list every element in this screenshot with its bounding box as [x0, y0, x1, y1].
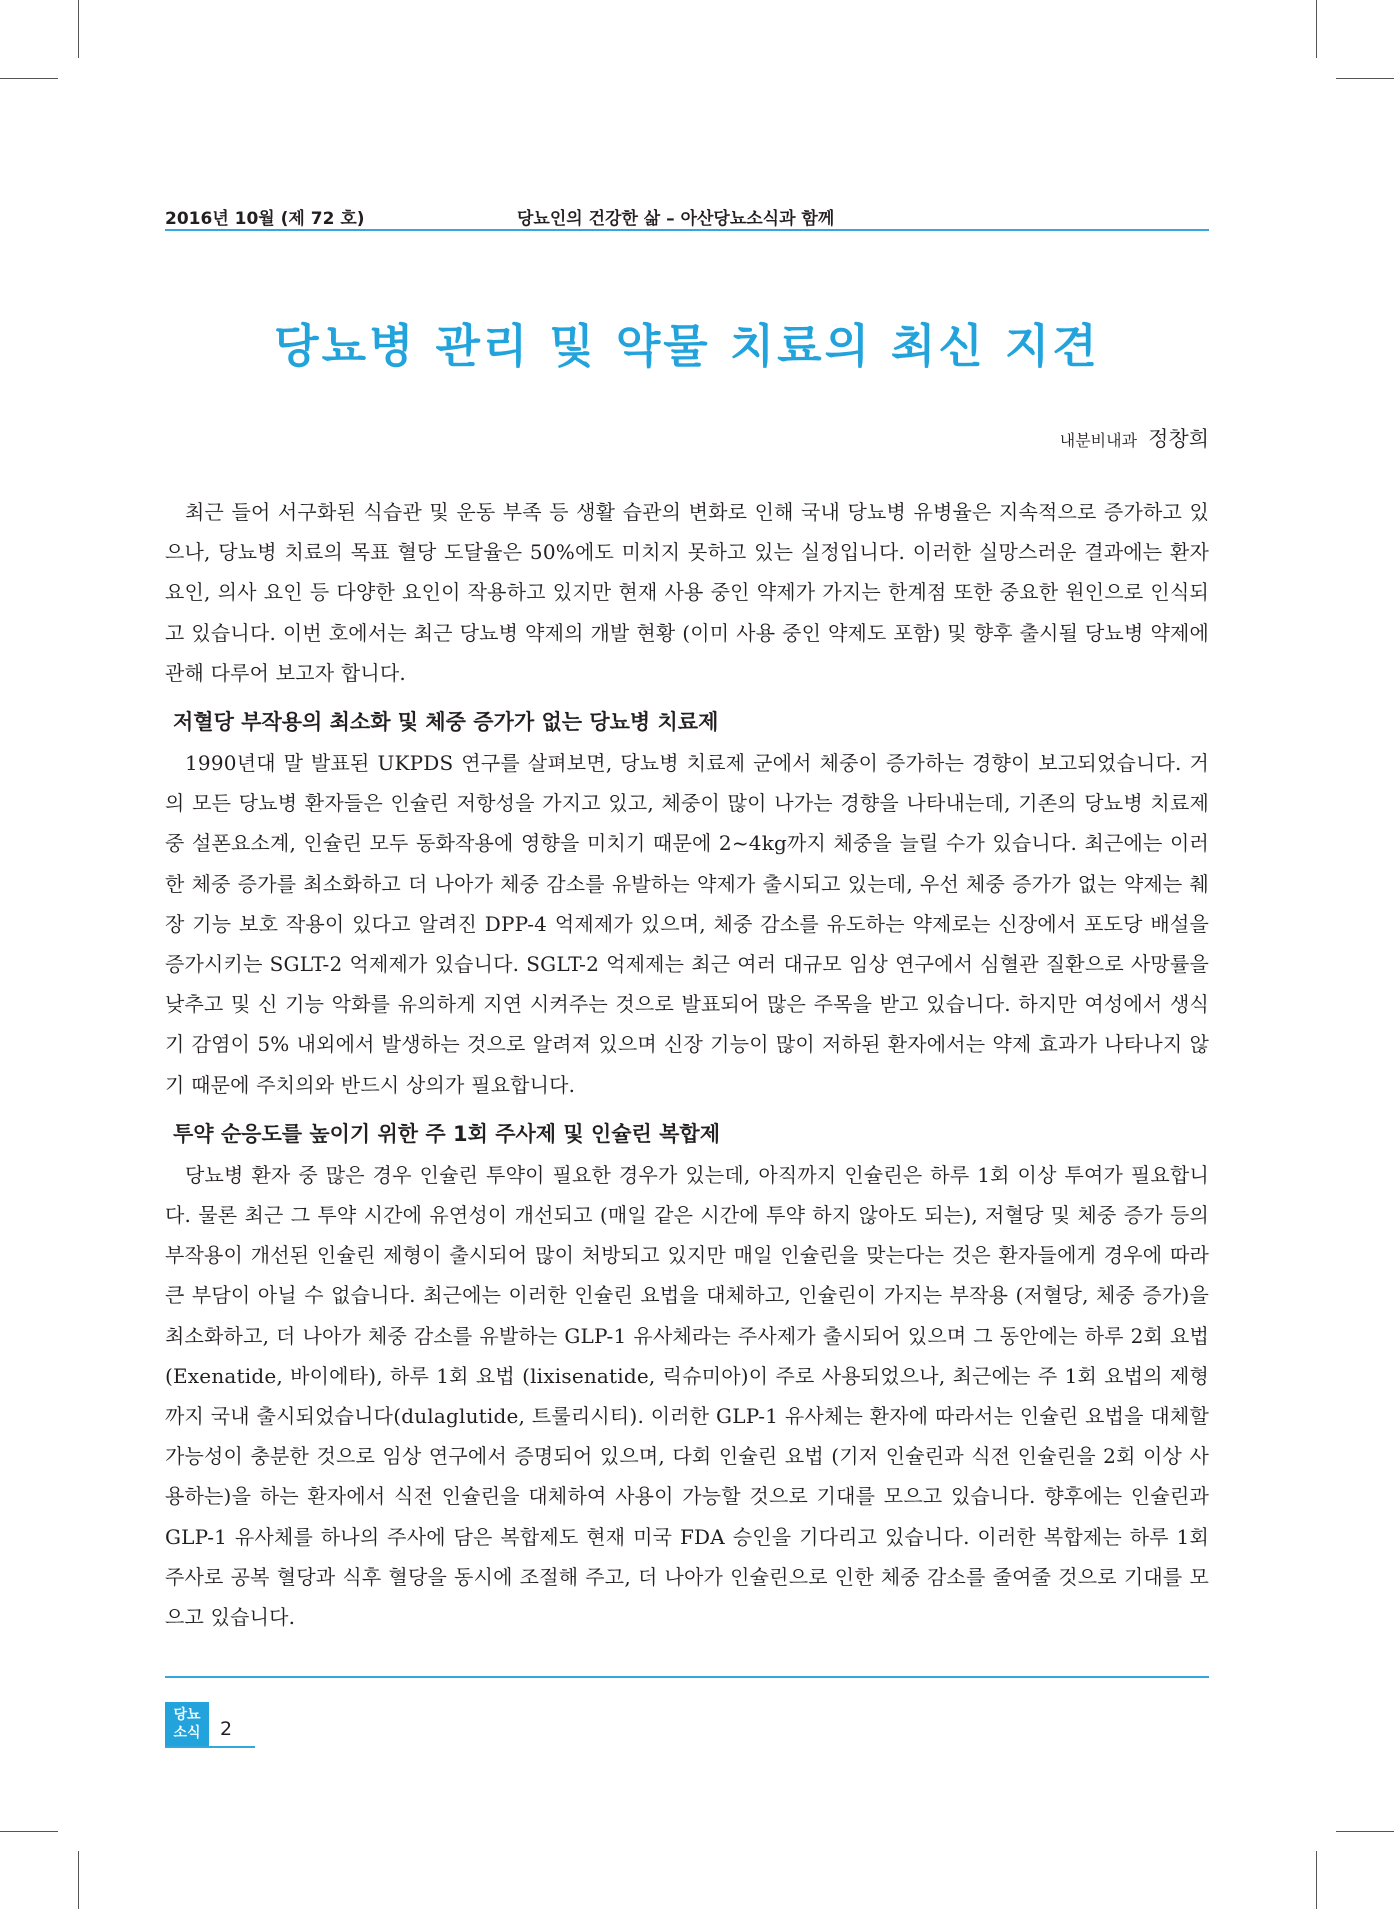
crop-mark [0, 78, 58, 79]
badge-line: 당뇨 [173, 1707, 201, 1723]
issue-label: 2016년 10월 (제 72 호) [165, 209, 365, 229]
page-number-rule [165, 1746, 255, 1748]
crop-mark [1316, 1851, 1317, 1909]
series-title: 당뇨인의 건강한 삶 – 아산당뇨소식과 함께 [517, 209, 835, 229]
section-heading: 투약 순응도를 높이기 위한 주 1회 주사제 및 인슐린 복합제 [173, 1121, 720, 1146]
crop-mark [1316, 0, 1317, 58]
article-title: 당뇨병 관리 및 약물 치료의 최신 지견 [274, 319, 1100, 373]
running-header [165, 204, 1209, 230]
intro-paragraph: 최근 들어 서구화된 식습관 및 운동 부족 등 생활 습관의 변화로 인해 국내 당뇨병 유병율은 지속적으로 증가하고 있으나, 당뇨병 치료의 목표 혈당 도달율은 50%에도 미치지 못하고 있는 실정입니다. 이러한 실망스러운 결과에는 환자 요인, 의사 요인 등 다양한 요인이 작용하고 있지만 현재 사용 중인 약제가 가지는 한계점 또한 중요한 원인으로 인식되고 있습니다. 이번 호에서는 최근 당뇨병 약제의 개발 현황 (이미 사용 중인 약제도 포함) 및 향후 출시될 당뇨병 약제에 관해 다루어 보고자 합니다. [165, 500, 1209, 685]
crop-mark [78, 0, 79, 58]
page-number: 2 [220, 1718, 233, 1740]
section-paragraph: 1990년대 말 발표된 UKPDS 연구를 살펴보면, 당뇨병 치료제 군에서 체중이 증가하는 경향이 보고되었습니다. 거의 모든 당뇨병 환자들은 인슐린 저항성을 가지고 있고, 체중이 많이 나가는 경향을 나타내는데, 기존의 당뇨병 치료제 중 설폰요소계, 인슐린 모두 동화작용에 영향을 미치기 때문에 2~4kg까지 체중을 늘릴 수가 있습니다. 최근에는 이러한 체중 증가를 최소화하고 더 나아가 체중 감소를 유발하는 약제가 출시되고 있는데, 우선 체중 증가가 없는 약제는 췌장 기능 보호 작용이 있다고 알려진 DPP-4 억제제가 있으며, 체중 감소를 유도하는 약제로는 신장에서 포도당 배설을 증가시키는 SGLT-2 억제제가 있습니다. SGLT-2 억제제는 최근 여러 대규모 임상 연구에서 심혈관 질환으로 사망률을 낮추고 및 신 기능 악화를 유의하게 지연 시켜주는 것으로 발표되어 많은 주목을 받고 있습니다. 하지만 여성에서 생식기 감염이 5% 내외에서 발생하는 것으로 알려져 있으며 신장 기능이 많이 저하된 환자에서는 약제 효과가 나타나지 않기 때문에 주치의와 반드시 상의가 필요합니다. [165, 751, 1209, 1097]
badge-line: 소식 [173, 1725, 201, 1741]
article-body [165, 492, 1209, 1637]
crop-mark [1336, 1831, 1394, 1832]
newsletter-badge [165, 1702, 209, 1746]
author-name: 정창희 [1148, 427, 1209, 451]
footer-rule [165, 1676, 1209, 1678]
author-department: 내분비내과 [1059, 431, 1138, 450]
author-byline [1060, 423, 1209, 453]
crop-mark [0, 1831, 58, 1832]
header-rule [165, 229, 1209, 231]
crop-mark [1336, 78, 1394, 79]
section-paragraph: 당뇨병 환자 중 많은 경우 인슐린 투약이 필요한 경우가 있는데, 아직까지 인슐린은 하루 1회 이상 투여가 필요합니다. 물론 최근 그 투약 시간에 유연성이 개선되고 (매일 같은 시간에 투약 하지 않아도 되는), 저혈당 및 체중 증가 등의 부작용이 개선된 인슐린 제형이 출시되어 많이 처방되고 있지만 매일 인슐린을 맞는다는 것은 환자들에게 경우에 따라 큰 부담이 아닐 수 없습니다. 최근에는 이러한 인슐린 요법을 대체하고, 인슐린이 가지는 부작용 (저혈당, 체중 증가)을 최소화하고, 더 나아가 체중 감소를 유발하는 GLP-1 유사체라는 주사제가 출시되어 있으며 그 동안에는 하루 2회 요법 (Exenatide, 바이에타), 하루 1회 요법 (lixisenatide, 릭슈미아)이 주로 사용되었으나, 최근에는 주 1회 요법의 제형까지 국내 출시되었습니다(dulaglutide, 트룰리시티). 이러한 GLP-1 유사체는 환자에 따라서는 인슐린 요법을 대체할 가능성이 충분한 것으로 임상 연구에서 증명되어 있으며, 다회 인슐린 요법 (기저 인슐린과 식전 인슐린을 2회 이상 사용하는)을 하는 환자에서 식전 인슐린을 대체하여 사용이 가능할 것으로 기대를 모으고 있습니다. 향후에는 인슐린과 GLP-1 유사체를 하나의 주사에 담은 복합제도 현재 미국 FDA 승인을 기다리고 있습니다. 이러한 복합제는 하루 1회 주사로 공복 혈당과 식후 혈당을 동시에 조절해 주고, 더 나아가 인슐린으로 인한 체중 감소를 줄여줄 것으로 기대를 모으고 있습니다. [165, 1162, 1209, 1630]
crop-mark [78, 1851, 79, 1909]
section-heading: 저혈당 부작용의 최소화 및 체중 증가가 없는 당뇨병 치료제 [173, 710, 719, 735]
